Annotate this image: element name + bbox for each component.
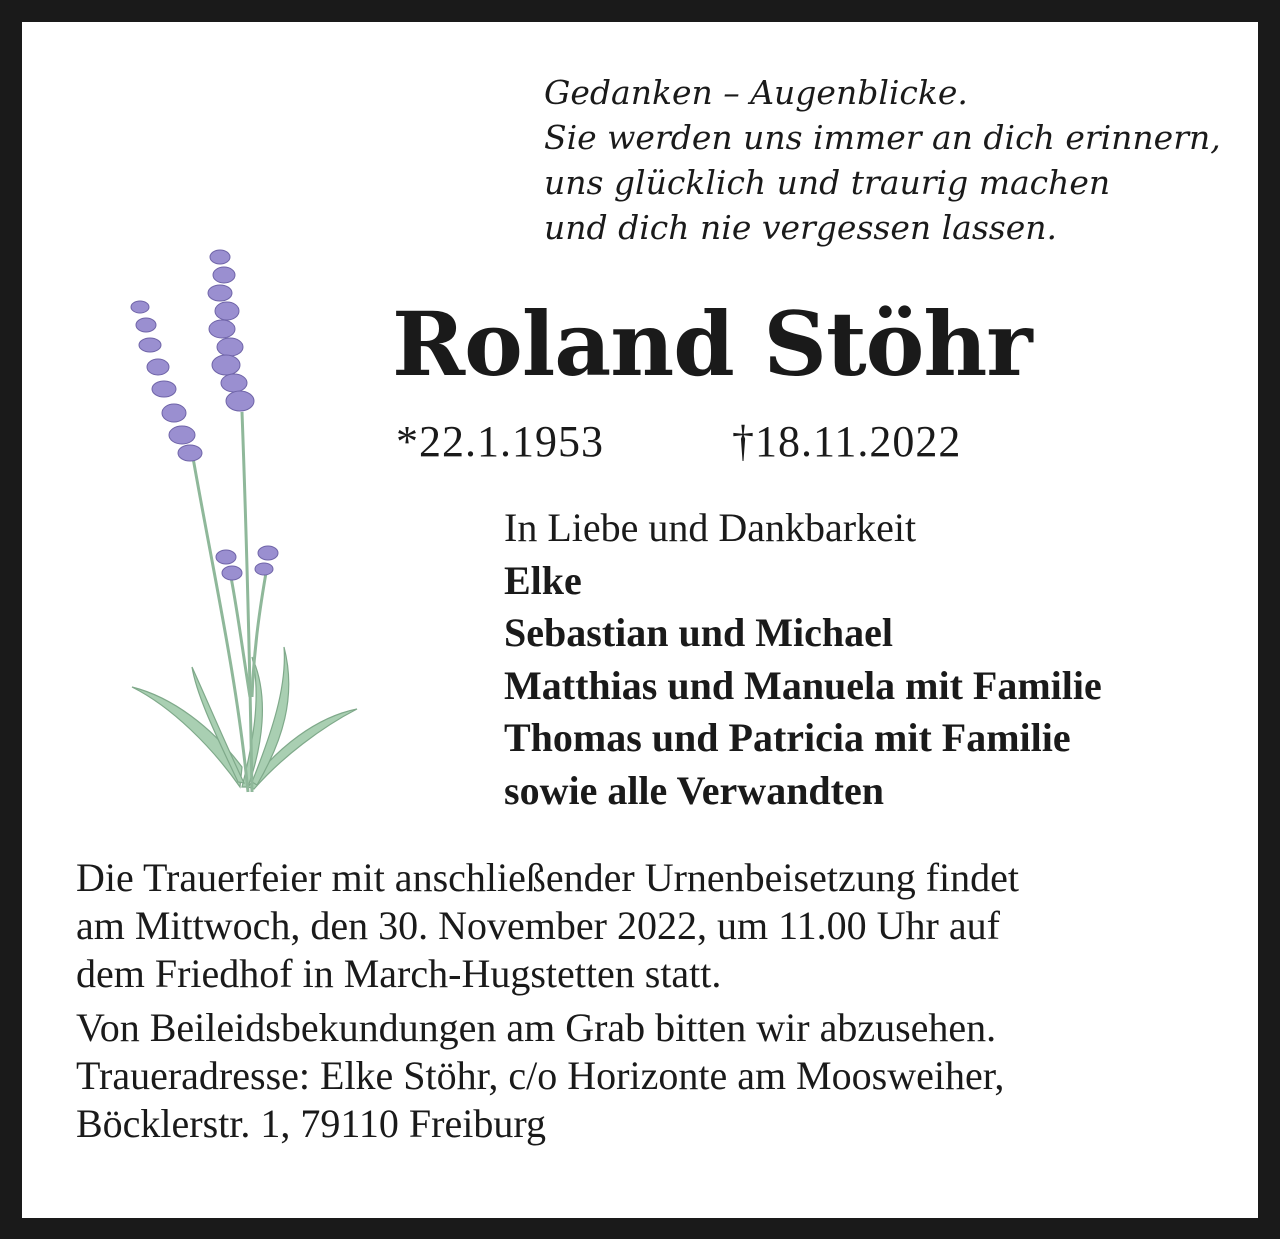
mourner-name: Elke <box>504 557 582 603</box>
condolence-request: Von Beileidsbekundungen am Grab bitten wir abzusehen. <box>76 1005 997 1050</box>
poem-line: Gedanken – Augenblicke. <box>544 73 968 112</box>
address-line: Böcklerstr. 1, 79110 Freiburg <box>76 1101 546 1146</box>
poem-line: und dich nie vergessen lassen. <box>544 208 1057 247</box>
address-line: Traueradresse: Elke Stöhr, c/o Horizonte am Moosweiher, <box>76 1053 1005 1098</box>
mourners-list <box>504 502 1102 817</box>
ceremony-line: am Mittwoch, den 30. November 2022, um 11.00 Uhr auf <box>76 903 1000 948</box>
funeral-notice <box>76 854 1019 1148</box>
mourner-name: Sebastian und Michael <box>504 610 893 655</box>
mourner-name: Thomas und Patricia mit Familie <box>504 715 1071 760</box>
death-date: †18.11.2022 <box>732 417 962 466</box>
lavender-illustration <box>102 227 362 807</box>
poem-line: uns glücklich und traurig machen <box>544 163 1111 202</box>
mourner-name: sowie alle Verwandten <box>504 767 884 813</box>
mourners-intro: In Liebe und Dankbarkeit <box>504 505 917 550</box>
poem <box>544 70 1221 250</box>
poem-line: Sie werden uns immer an dich erinnern, <box>544 118 1221 157</box>
deceased-name: Roland Stöhr <box>392 292 1032 396</box>
ceremony-line: Die Trauerfeier mit anschließender Urnenbeisetzung findet <box>76 855 1020 900</box>
birth-date: *22.1.1953 <box>396 417 604 466</box>
obituary-notice <box>22 22 1258 1218</box>
ceremony-line: dem Friedhof in March-Hugstetten statt. <box>76 951 722 996</box>
lavender-blossoms <box>131 250 278 580</box>
mourner-name: Matthias und Manuela mit Familie <box>504 662 1102 708</box>
